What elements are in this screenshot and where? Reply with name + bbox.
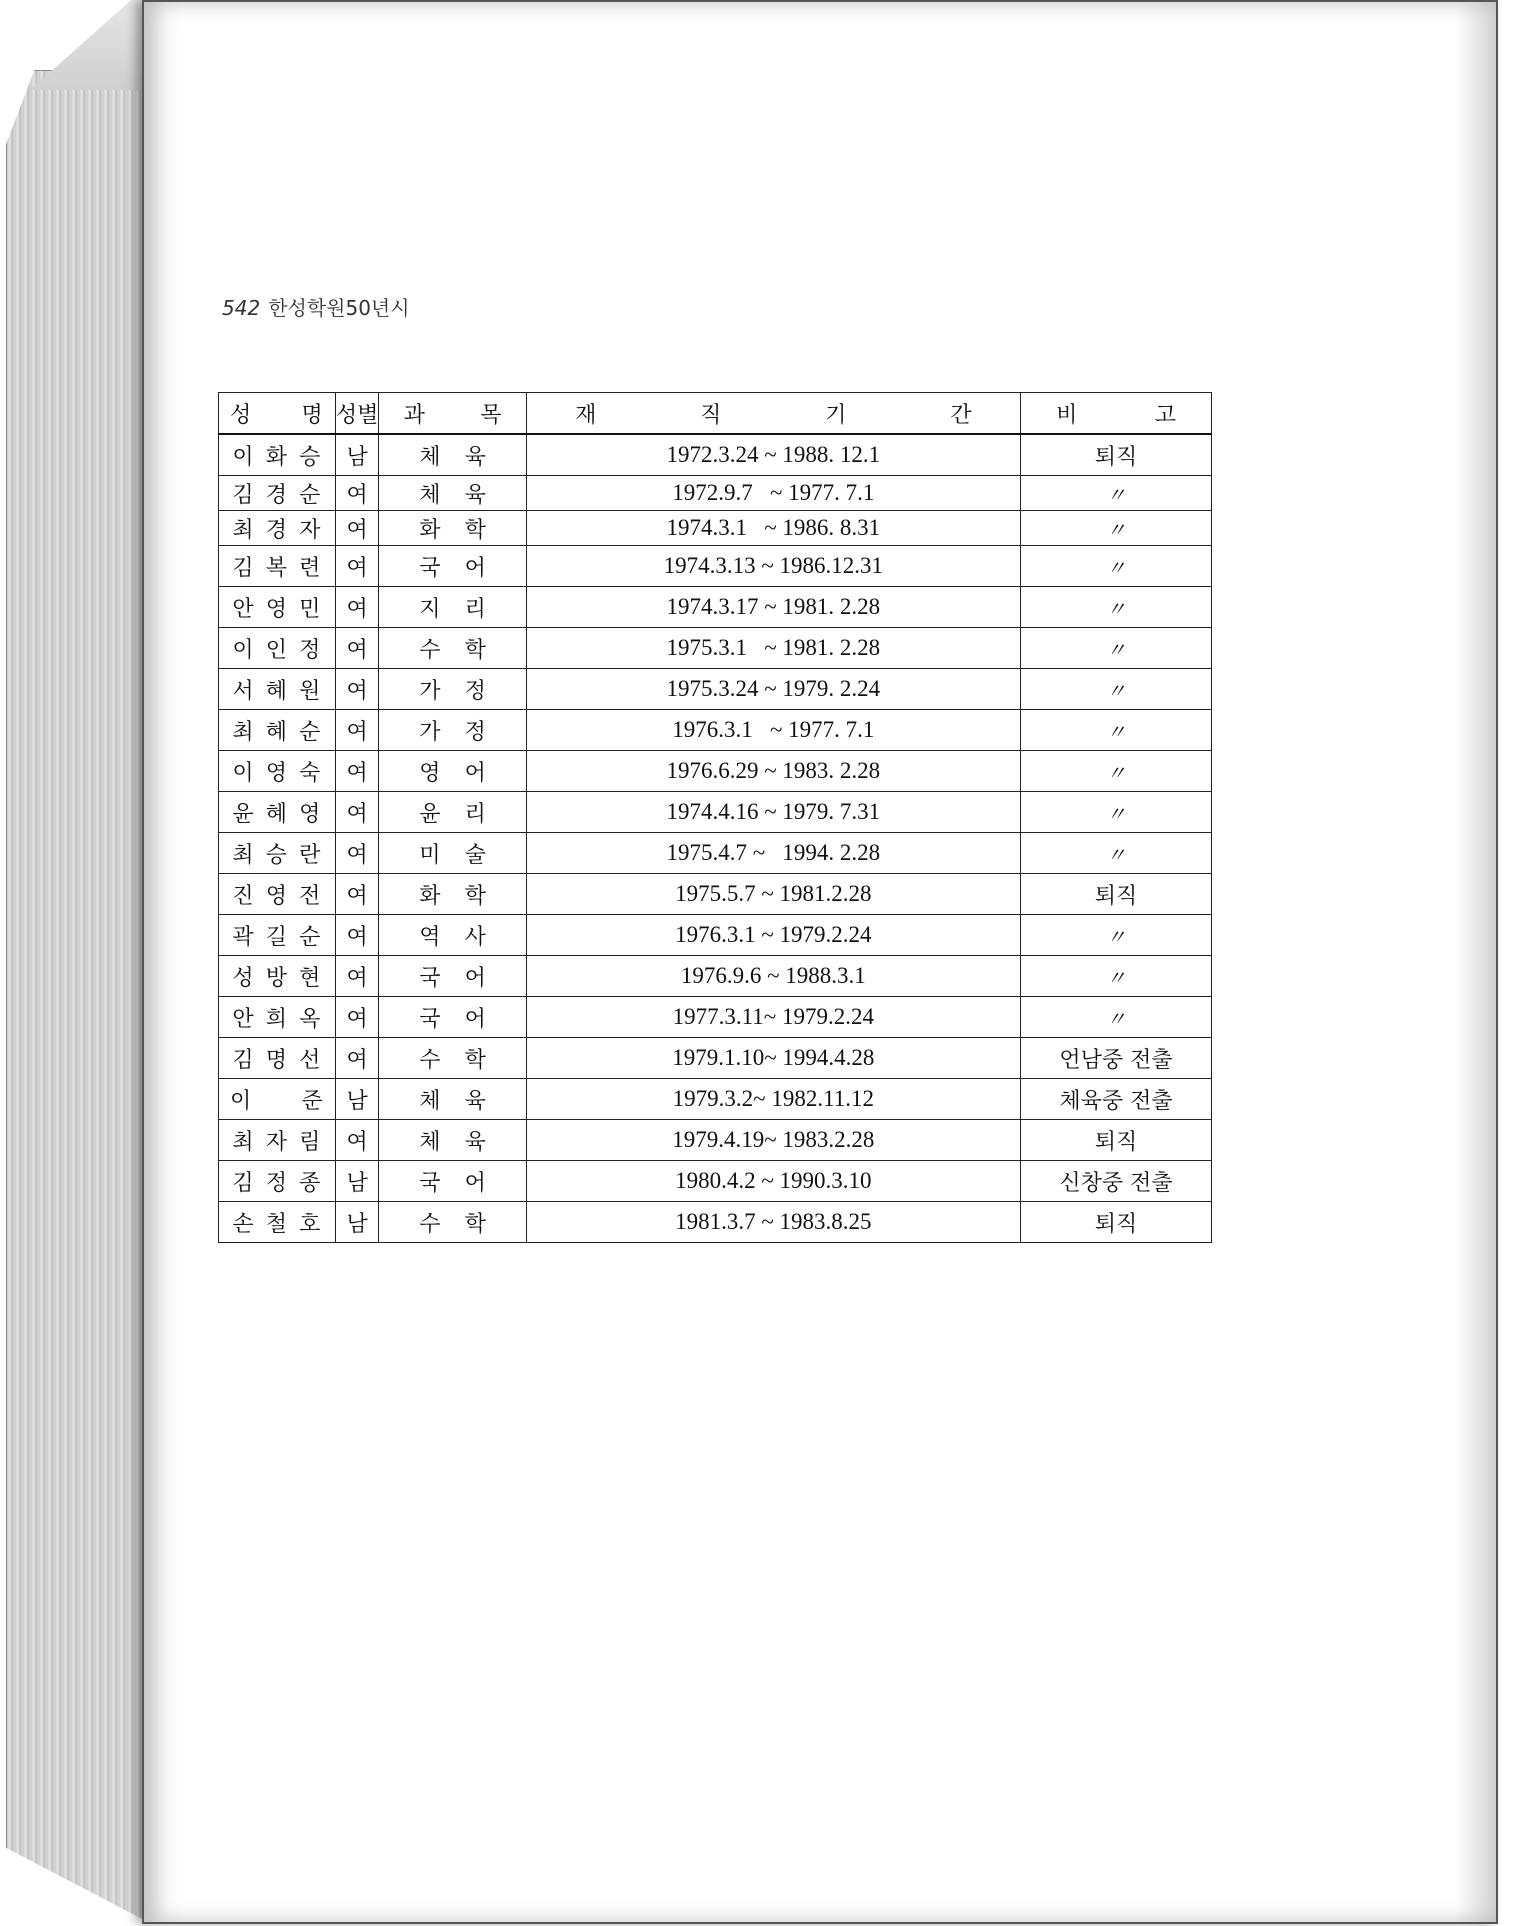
cell-name: 성방현 bbox=[219, 956, 336, 997]
cell-subject: 지리 bbox=[379, 587, 526, 628]
cell-note: 〃 bbox=[1020, 628, 1211, 669]
cell-name: 최승란 bbox=[219, 833, 336, 874]
cell-name: 김복련 bbox=[219, 546, 336, 587]
cell-period: 1975.3.24 ~ 1979. 2.24 bbox=[526, 669, 1020, 710]
cell-period: 1976.3.1 ~ 1979.2.24 bbox=[526, 915, 1020, 956]
table-body bbox=[219, 434, 1212, 1243]
cell-subject: 화학 bbox=[379, 511, 526, 546]
table-row bbox=[219, 434, 1212, 476]
table-row bbox=[219, 1120, 1212, 1161]
table-row bbox=[219, 1202, 1212, 1243]
cell-subject: 수학 bbox=[379, 628, 526, 669]
cell-subject: 국어 bbox=[379, 997, 526, 1038]
cell-name: 이인정 bbox=[219, 628, 336, 669]
cell-sex: 여 bbox=[335, 669, 379, 710]
cell-subject: 수학 bbox=[379, 1202, 526, 1243]
cell-note: 〃 bbox=[1020, 710, 1211, 751]
cell-name: 서혜원 bbox=[219, 669, 336, 710]
cell-note: 〃 bbox=[1020, 669, 1211, 710]
cell-sex: 여 bbox=[335, 874, 379, 915]
cell-note: 〃 bbox=[1020, 511, 1211, 546]
cell-period: 1979.3.2~ 1982.11.12 bbox=[526, 1079, 1020, 1120]
cell-period: 1974.4.16 ~ 1979. 7.31 bbox=[526, 792, 1020, 833]
cell-note: 퇴직 bbox=[1020, 1202, 1211, 1243]
table-row bbox=[219, 792, 1212, 833]
cell-sex: 여 bbox=[335, 751, 379, 792]
cell-sex: 여 bbox=[335, 792, 379, 833]
table-row bbox=[219, 915, 1212, 956]
cell-subject: 가정 bbox=[379, 710, 526, 751]
cell-note: 퇴직 bbox=[1020, 874, 1211, 915]
cell-subject: 국어 bbox=[379, 546, 526, 587]
cell-note: 신창중 전출 bbox=[1020, 1161, 1211, 1202]
cell-period: 1980.4.2 ~ 1990.3.10 bbox=[526, 1161, 1020, 1202]
header-note: 비 고 bbox=[1020, 393, 1211, 435]
cell-period: 1975.3.1 ~ 1981. 2.28 bbox=[526, 628, 1020, 669]
running-head bbox=[222, 292, 410, 321]
table-row bbox=[219, 1079, 1212, 1120]
cell-subject: 윤리 bbox=[379, 792, 526, 833]
page-stack-edge bbox=[6, 70, 148, 1922]
cell-note: 퇴직 bbox=[1020, 1120, 1211, 1161]
cell-name: 최혜순 bbox=[219, 710, 336, 751]
cell-subject: 가정 bbox=[379, 669, 526, 710]
cell-sex: 여 bbox=[335, 628, 379, 669]
cell-note: 〃 bbox=[1020, 833, 1211, 874]
cell-sex: 여 bbox=[335, 476, 379, 511]
table-row bbox=[219, 956, 1212, 997]
cell-period: 1972.9.7 ~ 1977. 7.1 bbox=[526, 476, 1020, 511]
cell-sex: 여 bbox=[335, 997, 379, 1038]
cell-name: 이 준 bbox=[219, 1079, 336, 1120]
cell-subject: 체육 bbox=[379, 1120, 526, 1161]
cell-note: 〃 bbox=[1020, 956, 1211, 997]
cell-period: 1979.1.10~ 1994.4.28 bbox=[526, 1038, 1020, 1079]
cell-name: 안영민 bbox=[219, 587, 336, 628]
cell-name: 이화승 bbox=[219, 434, 336, 476]
cell-subject: 체육 bbox=[379, 1079, 526, 1120]
table-row bbox=[219, 476, 1212, 511]
table-row bbox=[219, 874, 1212, 915]
cell-sex: 여 bbox=[335, 511, 379, 546]
cell-name: 안희옥 bbox=[219, 997, 336, 1038]
cell-period: 1977.3.11~ 1979.2.24 bbox=[526, 997, 1020, 1038]
cell-subject: 역사 bbox=[379, 915, 526, 956]
cell-period: 1979.4.19~ 1983.2.28 bbox=[526, 1120, 1020, 1161]
cell-sex: 남 bbox=[335, 434, 379, 476]
table-row bbox=[219, 511, 1212, 546]
cell-note: 〃 bbox=[1020, 751, 1211, 792]
cell-note: 언남중 전출 bbox=[1020, 1038, 1211, 1079]
cell-sex: 여 bbox=[335, 956, 379, 997]
staff-table bbox=[218, 392, 1212, 1243]
cell-name: 김명선 bbox=[219, 1038, 336, 1079]
cell-name: 곽길순 bbox=[219, 915, 336, 956]
cell-note: 〃 bbox=[1020, 915, 1211, 956]
cell-period: 1981.3.7 ~ 1983.8.25 bbox=[526, 1202, 1020, 1243]
table-row bbox=[219, 751, 1212, 792]
cell-note: 〃 bbox=[1020, 476, 1211, 511]
table-row bbox=[219, 1161, 1212, 1202]
cell-name: 김정종 bbox=[219, 1161, 336, 1202]
cell-subject: 미술 bbox=[379, 833, 526, 874]
cell-name: 손철호 bbox=[219, 1202, 336, 1243]
header-sex: 성별 bbox=[335, 393, 379, 435]
page-stack-top bbox=[30, 0, 149, 90]
cell-subject: 영어 bbox=[379, 751, 526, 792]
cell-period: 1972.3.24 ~ 1988. 12.1 bbox=[526, 434, 1020, 476]
cell-sex: 여 bbox=[335, 587, 379, 628]
cell-sex: 여 bbox=[335, 710, 379, 751]
cell-sex: 남 bbox=[335, 1202, 379, 1243]
cell-sex: 여 bbox=[335, 546, 379, 587]
cell-name: 이영숙 bbox=[219, 751, 336, 792]
cell-subject: 국어 bbox=[379, 956, 526, 997]
cell-sex: 여 bbox=[335, 1038, 379, 1079]
cell-sex: 여 bbox=[335, 833, 379, 874]
book-page-edges bbox=[0, 0, 150, 1926]
cell-period: 1974.3.13 ~ 1986.12.31 bbox=[526, 546, 1020, 587]
table-row bbox=[219, 546, 1212, 587]
cell-sex: 여 bbox=[335, 1120, 379, 1161]
header-period: 재 직 기 간 bbox=[526, 393, 1020, 435]
cell-period: 1974.3.17 ~ 1981. 2.28 bbox=[526, 587, 1020, 628]
book-title: 한성학원50년시 bbox=[268, 296, 410, 320]
table-row bbox=[219, 669, 1212, 710]
cell-note: 체육중 전출 bbox=[1020, 1079, 1211, 1120]
cell-name: 윤혜영 bbox=[219, 792, 336, 833]
cell-sex: 남 bbox=[335, 1079, 379, 1120]
cell-sex: 여 bbox=[335, 915, 379, 956]
cell-subject: 체육 bbox=[379, 476, 526, 511]
cell-subject: 체육 bbox=[379, 434, 526, 476]
cell-name: 진영전 bbox=[219, 874, 336, 915]
cell-name: 최자림 bbox=[219, 1120, 336, 1161]
table-row bbox=[219, 997, 1212, 1038]
cell-note: 퇴직 bbox=[1020, 434, 1211, 476]
cell-period: 1976.6.29 ~ 1983. 2.28 bbox=[526, 751, 1020, 792]
table-row bbox=[219, 833, 1212, 874]
table-row bbox=[219, 710, 1212, 751]
cell-period: 1974.3.1 ~ 1986. 8.31 bbox=[526, 511, 1020, 546]
header-subject: 과 목 bbox=[379, 393, 526, 435]
cell-name: 김경순 bbox=[219, 476, 336, 511]
table-row bbox=[219, 1038, 1212, 1079]
cell-note: 〃 bbox=[1020, 997, 1211, 1038]
table-row bbox=[219, 628, 1212, 669]
page-number: 542 bbox=[222, 296, 261, 320]
cell-period: 1975.5.7 ~ 1981.2.28 bbox=[526, 874, 1020, 915]
cell-period: 1976.3.1 ~ 1977. 7.1 bbox=[526, 710, 1020, 751]
cell-sex: 남 bbox=[335, 1161, 379, 1202]
cell-note: 〃 bbox=[1020, 587, 1211, 628]
cell-name: 최경자 bbox=[219, 511, 336, 546]
header-name: 성 명 bbox=[219, 393, 336, 435]
table-header-row bbox=[219, 393, 1212, 435]
cell-subject: 화학 bbox=[379, 874, 526, 915]
cell-note: 〃 bbox=[1020, 792, 1211, 833]
page-shadow bbox=[1456, 2, 1496, 1922]
cell-subject: 수학 bbox=[379, 1038, 526, 1079]
cell-period: 1976.9.6 ~ 1988.3.1 bbox=[526, 956, 1020, 997]
cell-subject: 국어 bbox=[379, 1161, 526, 1202]
cell-period: 1975.4.7 ~ 1994. 2.28 bbox=[526, 833, 1020, 874]
cell-note: 〃 bbox=[1020, 546, 1211, 587]
table-row bbox=[219, 587, 1212, 628]
